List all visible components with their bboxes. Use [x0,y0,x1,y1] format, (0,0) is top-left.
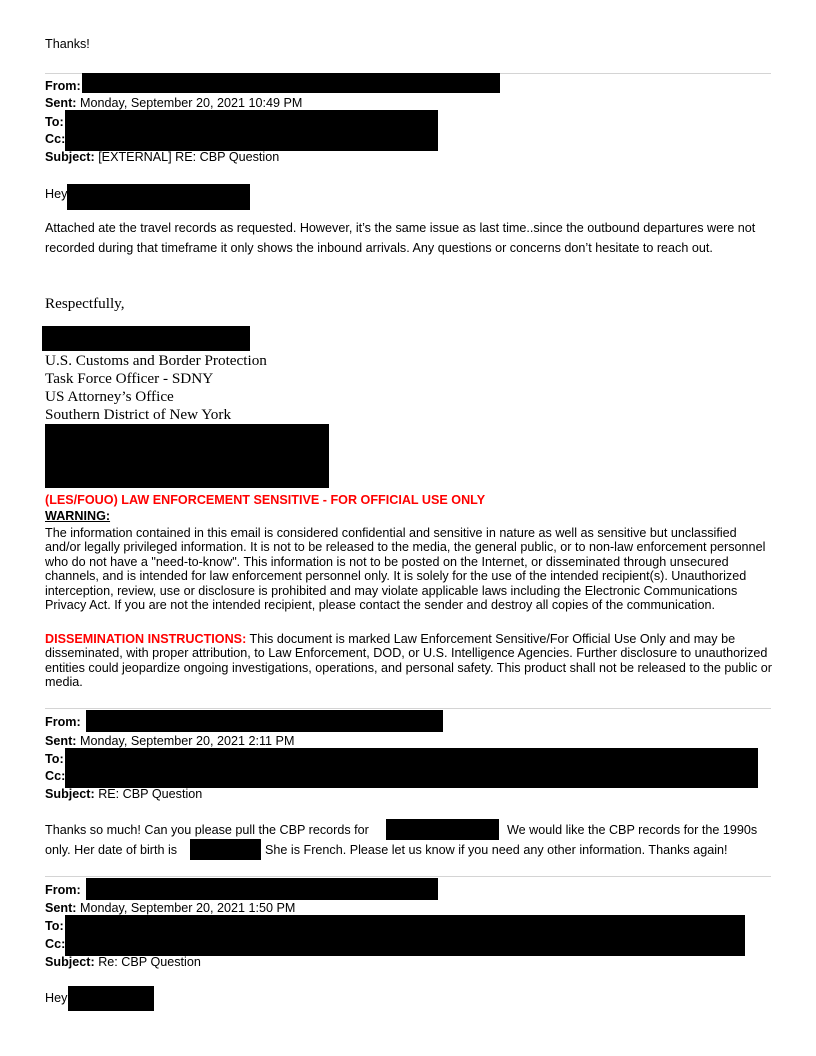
signature-line: US Attorney’s Office [45,388,174,405]
cc-label: Cc: [45,132,66,146]
body-text: only. Her date of birth is [45,843,178,857]
redaction-block [82,73,500,93]
subject-value: RE: CBP Question [98,787,203,801]
closing: Respectfully, [45,295,125,312]
sent-value: Monday, September 20, 2021 2:11 PM [79,734,295,748]
from-label: From: [45,715,81,729]
subject-line [45,788,202,801]
body-text: She is French. Please let us know if you need any other information. Thanks again! [265,843,728,857]
redaction-block [86,878,438,900]
sent-label: Sent: [45,734,77,748]
to-label: To: [45,919,64,933]
to-label: To: [45,752,64,766]
subject-line [45,956,201,969]
to-label: To: [45,115,64,129]
warning-text: The information contained in this email is considered confidential and sensitive in nature as well as sensitive but unclassified and/or legally privileged information. It is not to be released to the media, the general public, or to non-law enforcement personnel who do not have a "need-to-know". This information is not to be posted on the Internet, or disseminated through unsecured channels, and is intended for law enforcement personnel only. It is solely for the use of the intended recipient(s). Unauthorized interception, review, use or disclosure is prohibited and may violate applicable laws including the Electronic Communications Privacy Act. If you are not the intended recipient, please contact the sender and destroy all copies of the communication. [45,526,766,613]
redaction-block [67,184,250,210]
redaction-block [65,110,438,151]
subject-label: Subject: [45,955,95,969]
sent-value: Monday, September 20, 2021 1:50 PM [79,901,296,915]
sent-line [45,97,302,110]
redaction-block [86,710,443,732]
redaction-block [45,424,329,488]
sent-label: Sent: [45,901,77,915]
from-label: From: [45,79,81,93]
subject-label: Subject: [45,150,95,164]
opening-line: Thanks! [45,37,90,51]
dissemination-block [45,632,773,690]
subject-label: Subject: [45,787,95,801]
les-banner: (LES/FOUO) LAW ENFORCEMENT SENSITIVE - FOR OFFICIAL USE ONLY [45,493,486,507]
redaction-block [42,326,250,351]
cc-label: Cc: [45,937,66,951]
sent-line [45,735,294,748]
sent-value: Monday, September 20, 2021 10:49 PM [79,96,303,110]
body-text: Thanks so much! Can you please pull the CBP records for [45,823,369,837]
signature-line: U.S. Customs and Border Protection [45,352,267,369]
signature-line: Task Force Officer - SDNY [45,370,214,387]
redaction-block [65,915,745,956]
email-body: Attached ate the travel records as requested. However, it’s the same issue as last time..since the outbound departures were not recorded during that timeframe it only shows the inbound arrivals. Any questions or concerns don’t hesitate to reach out. [45,221,756,255]
redaction-block [68,986,154,1011]
subject-value: Re: CBP Question [98,955,201,969]
redaction-block [190,839,261,860]
greeting: Hey [45,991,68,1005]
subject-line [45,151,279,164]
sent-line [45,902,295,915]
dissemination-text: This document is marked Law Enforcement Sensitive/For Official Use Only and may be disseminated, with proper attribution, to Law Enforcement, DOD, or U.S. Intelligence Agencies. Further disclosure to unauthorized entities could jeopardize ongoing investigations, operations, and personal safety. This product shall not be released to the public or media. [45,632,772,690]
greeting: Hey [45,187,68,201]
sent-label: Sent: [45,96,77,110]
from-label: From: [45,883,81,897]
body-text: We would like the CBP records for the 1990s [507,823,758,837]
signature-line: Southern District of New York [45,406,232,423]
email-divider [45,708,771,709]
warning-heading: WARNING: [45,509,111,523]
cc-label: Cc: [45,769,66,783]
email-divider [45,876,771,877]
redaction-block [386,819,499,840]
redaction-block [65,748,758,788]
dissemination-label: DISSEMINATION INSTRUCTIONS: [45,632,247,646]
subject-value: [EXTERNAL] RE: CBP Question [98,150,280,164]
